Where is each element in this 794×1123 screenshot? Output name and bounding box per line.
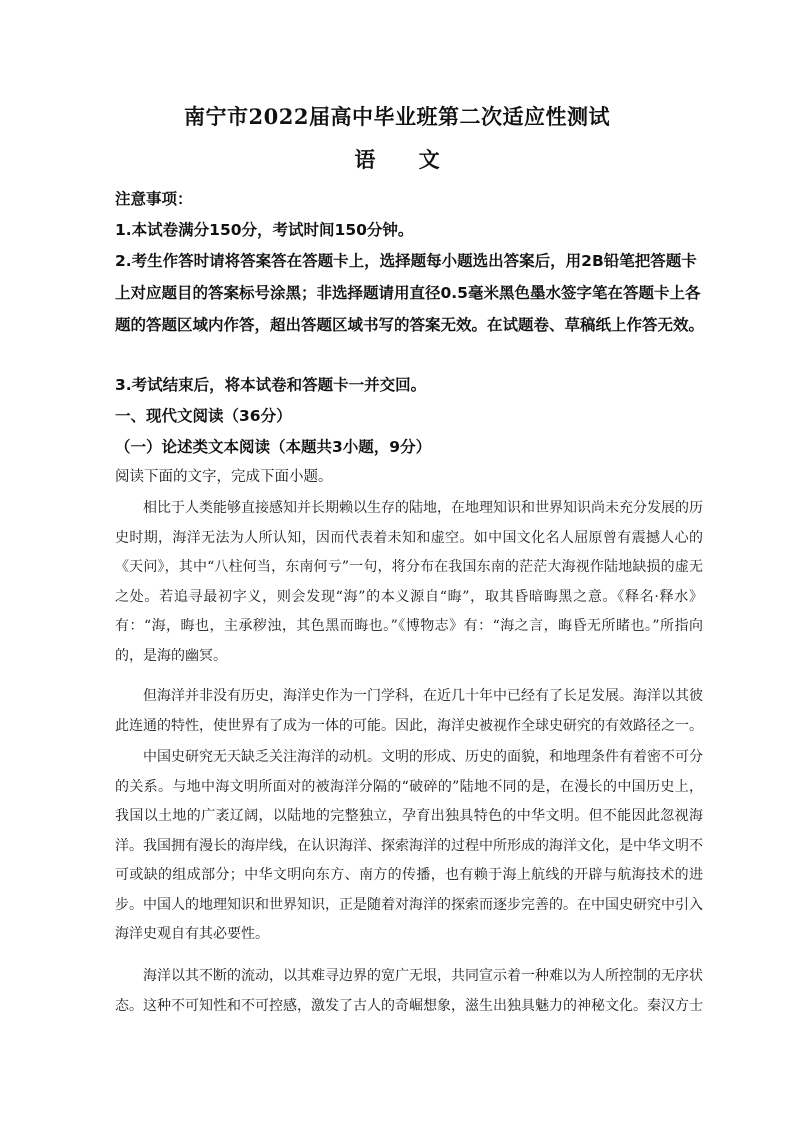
notice-item-2: 2.考生作答时请将答案答在答题卡上，选择题每小题选出答案后，用2B铅笔把答题卡上对应题目的答案标号涂黑；非选择题请用直径0.5毫米黑色墨水签字笔在答题卡上各题的答题区域内作答，超出答题区域书写的答案无效。在试题卷、草稿纸上作答无效。	[115, 252, 705, 334]
reading-instruction: 阅读下面的文字，完成下面小题。	[115, 469, 333, 485]
notice-item-1: 1.本试卷满分150分，考试时间150分钟。	[115, 221, 414, 239]
exam-title: 南宁市2022届高中毕业班第二次适应性测试	[184, 104, 610, 129]
section-title: 一、现代文阅读（36分）	[115, 407, 292, 425]
subsection-title: （一）论述类文本阅读（本题共3小题，9分）	[115, 438, 432, 456]
passage-paragraph-2: 但海洋并非没有历史，海洋史作为一门学科，在近几十年中已经有了长足发展。海洋以其彼此连通的特性，使世界有了成为一体的可能。因此，海洋史被视作全球史研究的有效路径之一。	[115, 688, 703, 734]
passage-paragraph-1: 相比于人类能够直接感知并长期赖以生存的陆地，在地理知识和世界知识尚未充分发展的历史时期，海洋无法为人所认知，因而代表着未知和虚空。如中国文化名人屈原曾有震撼人心的《天问》，其中“八柱何当，东南何亏”一句，将分布在我国东南的茫茫大海视作陆地缺损的虚无之处。若追寻最初字义，则会发现“海”的本义源自“晦”，取其昏暗晦黑之意。《释名·释水》有：“海，晦也，主承秽浊，其色黑而晦也。”《博物志》有：“海之言，晦昏无所睹也。”所指向的，是海的幽冥。	[115, 500, 703, 664]
subject-title: 语 文	[354, 147, 458, 172]
notice-item-3: 3.考试结束后，将本试卷和答题卡一并交回。	[115, 376, 427, 394]
passage-paragraph-4: 海洋以其不断的流动，以其难寻边界的宽广无垠，共同宣示着一种难以为人所控制的无序状态。这种不可知性和不可控感，激发了古人的奇崛想象，滋生出独具魅力的神秘文化。秦汉方士	[115, 968, 703, 1014]
passage-paragraph-3: 中国史研究无天缺乏关注海洋的动机。文明的形成、历史的面貌，和地理条件有着密不可分的关系。与地中海文明所面对的被海洋分隔的“破碎的”陆地不同的是，在漫长的中国历史上，我国以土地的广袤辽阔，以陆地的完整独立，孕育出独具特色的中华文明。但不能因此忽视海洋。我国拥有漫长的海岸线，在认识海洋、探索海洋的过程中所形成的海洋文化，是中华文明不可或缺的组成部分；中华文明向东方、南方的传播，也有赖于海上航线的开辟与航海技术的进步。中国人的地理知识和世界知识，正是随着对海洋的探索而逐步完善的。在中国史研究中引入海洋史观自有其必要性。	[115, 749, 703, 942]
notice-heading: 注意事项：	[115, 190, 193, 208]
